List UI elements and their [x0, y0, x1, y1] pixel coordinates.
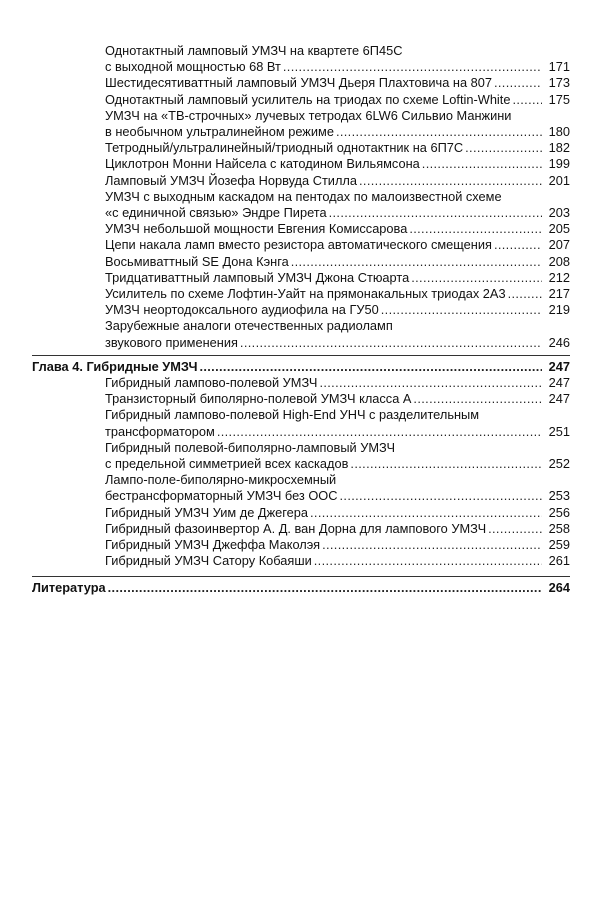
toc-entry-title-line: «с единичной связью» Эндре Пирета — [105, 204, 327, 220]
dot-leader — [314, 553, 542, 569]
toc-entry-title-line: Восьмиваттный SE Дона Кэнга — [105, 253, 289, 269]
dot-leader — [310, 505, 542, 521]
dot-leader — [494, 237, 542, 253]
toc-entry-title-line: Транзисторный биполярно-полевой УМЗЧ класса А — [105, 391, 412, 407]
toc-entry-title-line: звукового применения — [105, 334, 238, 350]
toc-entry-title-line: УМЗЧ неортодоксального аудиофила на ГУ50 — [105, 302, 379, 318]
toc-entry-title-line: Лампо-поле-биполярно-микросхемный — [105, 472, 337, 488]
toc-entry-title-line: трансформатором — [105, 423, 215, 439]
toc-entry-row — [105, 335, 570, 351]
toc-entry[interactable] — [105, 375, 570, 391]
toc-entry-title-line: Зарубежные аналоги отечественных радиоламп — [105, 318, 393, 334]
toc-heading[interactable] — [32, 580, 570, 596]
toc-entry-title-line: с предельной симметрией всех каскадов — [105, 455, 349, 471]
toc-entry-row — [105, 302, 570, 318]
dot-leader — [494, 75, 542, 91]
toc-entry-title-line: Гибридный УМЗЧ Сатору Кобаяши — [105, 553, 312, 569]
toc-entry[interactable] — [105, 521, 570, 537]
toc-entry-title-line: Гибридный УМЗЧ Джеффа Маколэя — [105, 536, 321, 552]
page-number: 247 — [548, 374, 570, 390]
toc-entry-title-line: в необычном ультралинейном режиме — [105, 123, 334, 139]
dot-leader — [108, 580, 542, 596]
page-number: 246 — [548, 334, 570, 350]
page-number: 212 — [548, 269, 570, 285]
toc-entry-title-line: Однотактный ламповый усилитель на триодах по схеме Loftin-White — [105, 91, 511, 107]
toc-entry-title-line: Гибридный УМЗЧ Уим де Джегера — [105, 504, 308, 520]
toc-entry[interactable] — [105, 189, 570, 221]
toc-entry-row — [105, 205, 570, 221]
toc-entry[interactable] — [105, 92, 570, 108]
dot-leader — [409, 221, 542, 237]
toc-entry-row — [105, 140, 570, 156]
toc-entry[interactable] — [105, 472, 570, 504]
toc-entry[interactable] — [105, 270, 570, 286]
toc-entry-row — [105, 59, 570, 75]
toc-entry[interactable] — [105, 140, 570, 156]
toc-entry-title-line: Литература — [32, 579, 106, 595]
toc-entry-row — [105, 75, 570, 91]
separator-line — [32, 355, 570, 356]
toc-entry-row — [105, 221, 570, 237]
toc-entry-title-line: УМЗЧ на «ТВ-строчных» лучевых тетродах 6LW6 Сильвио Манжини — [105, 107, 512, 123]
dot-leader — [283, 59, 542, 75]
toc-entry[interactable] — [105, 75, 570, 91]
toc-entry[interactable] — [105, 286, 570, 302]
dot-leader — [329, 205, 542, 221]
toc-entry[interactable] — [105, 407, 570, 439]
page-number: 256 — [548, 504, 570, 520]
toc-entry-row — [105, 173, 570, 189]
dot-leader — [319, 375, 542, 391]
toc-entry-title-line: Цепи накала ламп вместо резистора автоматического смещения — [105, 237, 492, 253]
toc-entry-row — [32, 359, 570, 375]
toc-entry-title-line: Однотактный ламповый УМЗЧ на квартете 6П45С — [105, 43, 403, 58]
page-number: 247 — [548, 358, 570, 374]
toc-entry[interactable] — [105, 537, 570, 553]
toc-entry-row — [105, 456, 570, 472]
page-number: 201 — [548, 172, 570, 188]
toc-entry-row — [105, 537, 570, 553]
toc-entry-title-line: бестрансформаторный УМЗЧ без ООС — [105, 488, 338, 504]
toc-entry-title-line: Циклотрон Монни Найсела с катодином Вильямсона — [105, 156, 420, 172]
dot-leader — [359, 173, 542, 189]
page-number: 219 — [548, 302, 570, 318]
dot-leader — [350, 456, 542, 472]
page-number: 251 — [548, 423, 570, 439]
dot-leader — [340, 488, 543, 504]
dot-leader — [508, 286, 542, 302]
toc-entry[interactable] — [105, 156, 570, 172]
toc-entry[interactable] — [105, 237, 570, 253]
toc-entry[interactable] — [105, 173, 570, 189]
toc-entry-row — [105, 424, 570, 440]
page-number: 264 — [548, 579, 570, 595]
dot-leader — [291, 254, 542, 270]
toc-entry[interactable] — [105, 221, 570, 237]
page-number: 203 — [548, 204, 570, 220]
page-number: 252 — [548, 455, 570, 471]
toc-entry[interactable] — [105, 43, 570, 75]
page-number: 217 — [548, 285, 570, 301]
toc-entry-row — [105, 124, 570, 140]
separator-line — [32, 576, 570, 577]
page-number: 261 — [548, 553, 570, 569]
toc-entry-title-line: Гибридный лампово-полевой High-End УНЧ с разделительным — [105, 407, 480, 423]
toc-entry-row — [32, 580, 570, 596]
page-number: 171 — [548, 59, 570, 75]
toc-entry-row — [105, 286, 570, 302]
dot-leader — [512, 92, 542, 108]
toc-entry-title-line: УМЗЧ с выходным каскадом на пентодах по малоизвестной схеме — [105, 188, 502, 204]
toc-entry-row — [105, 375, 570, 391]
page-number: 180 — [548, 123, 570, 139]
page-number: 207 — [548, 237, 570, 253]
toc-entry-row — [105, 391, 570, 407]
dot-leader — [381, 302, 542, 318]
toc-entry-title-line: УМЗЧ небольшой мощности Евгения Комиссарова — [105, 221, 408, 237]
page-number: 199 — [548, 156, 570, 172]
toc-entry[interactable] — [105, 254, 570, 270]
toc-entry-row — [105, 156, 570, 172]
toc-entry-title-line: Гибридный лампово-полевой УМЗЧ — [105, 374, 318, 390]
toc-entry-title-line: с выходной мощностью 68 Вт — [105, 59, 281, 75]
dot-leader — [411, 270, 542, 286]
toc-entry[interactable] — [105, 505, 570, 521]
page-number: 175 — [548, 91, 570, 107]
dot-leader — [240, 335, 542, 351]
page-number: 258 — [548, 520, 570, 536]
toc-entry[interactable] — [105, 108, 570, 140]
dot-leader — [413, 391, 542, 407]
toc-entry-row — [105, 237, 570, 253]
toc-entry-title-line: Гибридный полевой-биполярно-ламповый УМЗЧ — [105, 439, 396, 455]
toc-entry-title-line: Гибридный фазоинвертор А. Д. ван Дорна для лампового УМЗЧ — [105, 520, 487, 536]
toc-entry-row — [105, 488, 570, 504]
toc-entry[interactable] — [105, 318, 570, 350]
toc-entry-row — [105, 505, 570, 521]
page-number: 173 — [548, 75, 570, 91]
dot-leader — [217, 424, 542, 440]
dot-leader — [199, 359, 542, 375]
toc-entry-row — [105, 92, 570, 108]
page-number: 253 — [548, 488, 570, 504]
page-number: 182 — [548, 140, 570, 156]
toc-entry-title-line: Глава 4. Гибридные УМЗЧ — [32, 358, 198, 374]
toc-entry-row — [105, 521, 570, 537]
toc-entry-row — [105, 270, 570, 286]
toc-entry-title-line: Тетродный/ультралинейный/триодный однотактник на 6П7С — [105, 140, 464, 156]
toc-heading[interactable] — [32, 359, 570, 375]
dot-leader — [488, 521, 542, 537]
toc-entry[interactable] — [105, 391, 570, 407]
toc-entry[interactable] — [105, 302, 570, 318]
toc-entry[interactable] — [105, 440, 570, 472]
dot-leader — [422, 156, 542, 172]
toc-entry-title-line: Шестидесятиваттный ламповый УМЗЧ Дьеря Плахтовича на 807 — [105, 75, 492, 91]
page-number: 205 — [548, 221, 570, 237]
page-number: 247 — [548, 391, 570, 407]
dot-leader — [336, 124, 542, 140]
toc-entry-row — [105, 553, 570, 569]
page-number: 208 — [548, 253, 570, 269]
toc-entry[interactable] — [105, 553, 570, 569]
dot-leader — [322, 537, 542, 553]
dot-leader — [465, 140, 542, 156]
toc-entry-title-line: Тридцативаттный ламповый УМЗЧ Джона Стюарта — [105, 269, 410, 285]
page-number: 259 — [548, 536, 570, 552]
toc-entry-title-line: Ламповый УМЗЧ Йозефа Норвуда Стилла — [105, 172, 358, 188]
toc-entry-row — [105, 254, 570, 270]
toc-entry-title-line: Усилитель по схеме Лофтин-Уайт на прямонакальных триодах 2А3 — [105, 285, 506, 301]
